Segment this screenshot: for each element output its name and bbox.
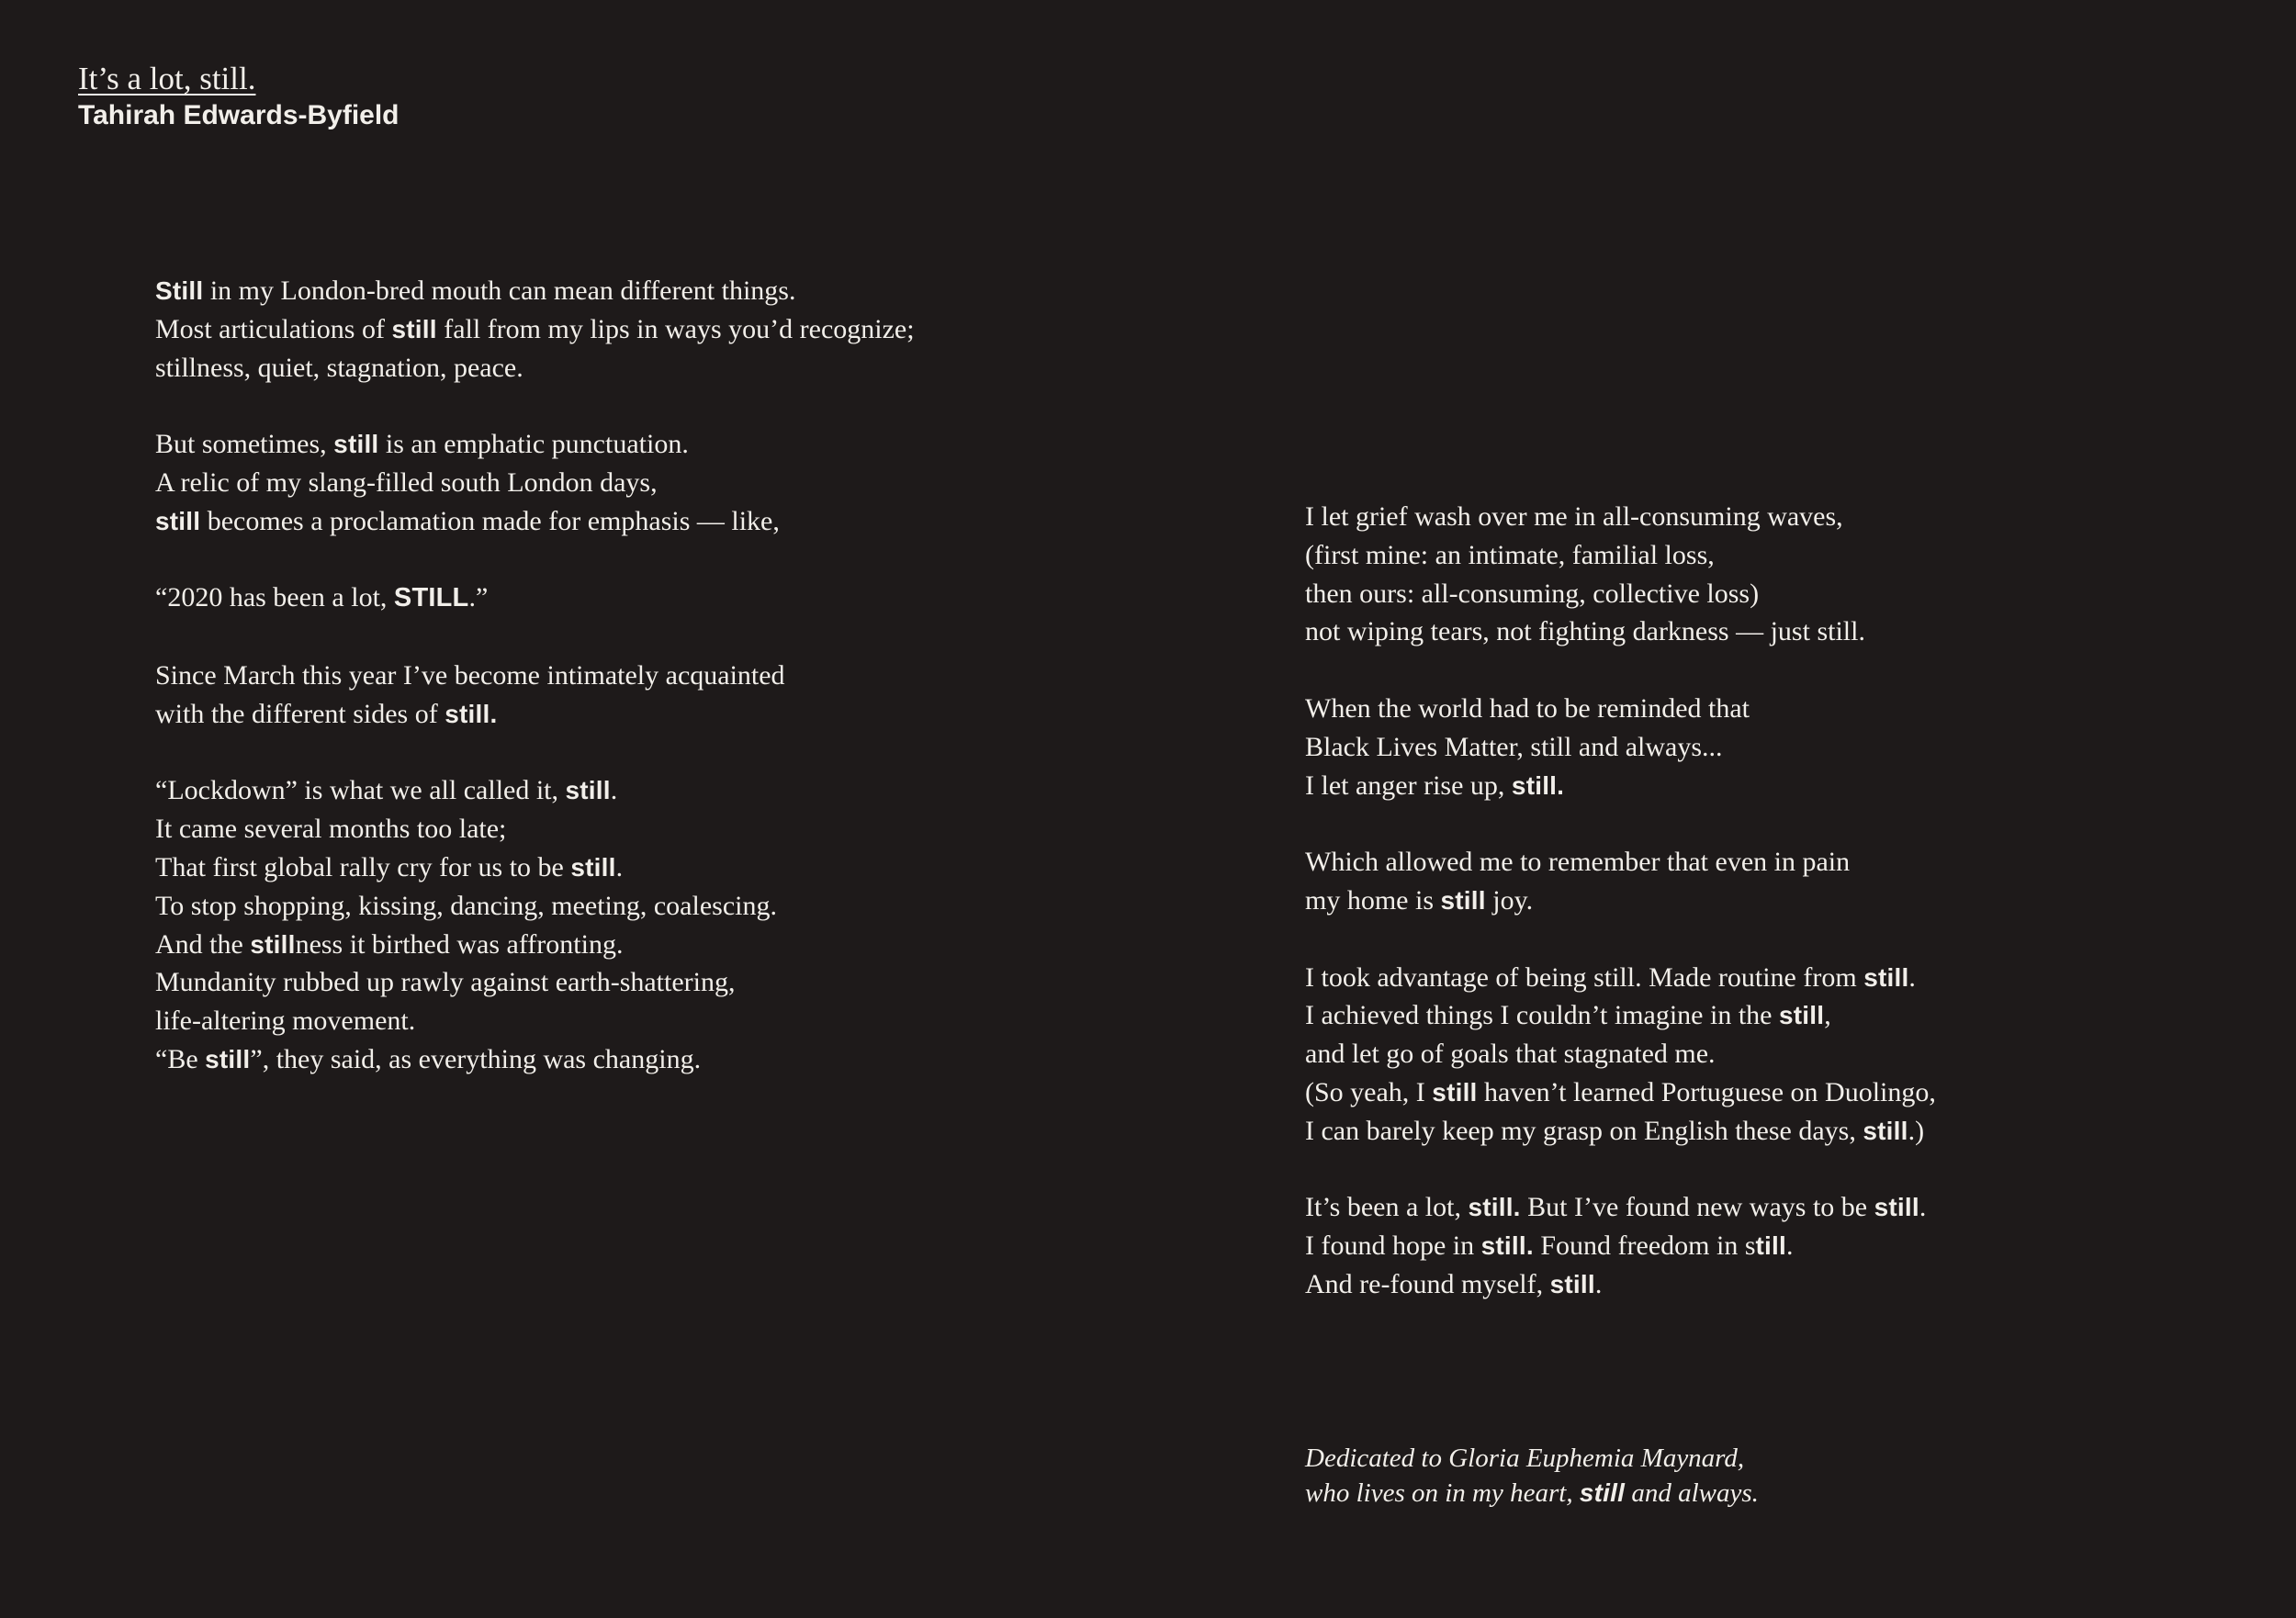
emphasis-still: still [1874,1193,1919,1222]
poem-line: I let anger rise up, still. [1305,770,1565,801]
poem-line: still becomes a proclamation made for emphasis — like, [155,505,780,536]
poem-line: “Be still”, they said, as everything was changing. [155,1043,702,1074]
emphasis-still: still [570,852,616,882]
emphasis-still: still. [1511,770,1565,800]
emphasis-still: still [1579,1478,1626,1507]
stanza [1305,959,2132,1151]
poem-line: I can barely keep my grasp on English these days, still.) [1305,1115,1925,1146]
stanza [1305,498,2132,651]
poem-line: then ours: all-consuming, collective loss) [1305,578,1760,609]
poem-line: life-altering movement. [155,1006,416,1037]
emphasis-still: still [250,929,296,959]
poem-line: stillness, quiet, stagnation, peace. [155,352,523,383]
poem-line: Since March this year I’ve become intimately acquainted [155,659,785,691]
author-name: Tahirah Edwards-Byfield [78,100,400,130]
poem-line: Mundanity rubbed up rawly against earth-shattering, [155,967,736,998]
poem-line: Still in my London-bred mouth can mean different things. [155,275,796,306]
emphasis-still: till [1755,1231,1786,1261]
poem-line: not wiping tears, not fighting darkness — just still. [1305,616,1865,647]
emphasis-still: still [1440,885,1486,915]
poem-line: Which allowed me to remember that even in pain [1305,847,1851,878]
poem-line: with the different sides of still. [155,698,498,729]
emphasis-still: still [1432,1077,1478,1107]
dedication [1305,1442,1759,1511]
poem-line: That first global rally cry for us to be still. [155,851,624,882]
poem-line: And re-found myself, still. [1305,1268,1603,1299]
stanza [155,579,982,618]
poem-line: “2020 has been a lot, STILL.” [155,582,489,613]
poem-line: And the stillness it birthed was affronting. [155,928,624,960]
stanza [1305,690,2132,804]
poem-line: Most articulations of still fall from my lips in ways you’d recognize; [155,313,915,344]
poem-right-column [1305,498,2132,1343]
emphasis-still: still [1863,1116,1908,1145]
poem-line: A relic of my slang-filled south London days, [155,466,658,498]
poem-line: “Lockdown” is what we all called it, still. [155,775,618,806]
poem-line: Dedicated to Gloria Euphemia Maynard, [1305,1444,1745,1473]
poem-line: I found hope in still. Found freedom in still. [1305,1230,1794,1262]
poem-line: I let grief wash over me in all-consuming waves, [1305,501,1843,532]
poem-line: It came several months too late; [155,814,507,845]
poem-line: who lives on in my heart, still and always. [1305,1478,1759,1508]
emphasis-still: still. [1468,1193,1521,1222]
emphasis-still: still. [445,699,498,728]
poem-line: When the world had to be reminded that [1305,692,1750,724]
poem-line: (So yeah, I still haven’t learned Portuguese on Duolingo, [1305,1076,1936,1107]
emphasis-still: still [1863,962,1909,992]
stanza [1305,1188,2132,1303]
emphasis-still: STILL [393,583,469,613]
poem-line: Black Lives Matter, still and always... [1305,731,1723,762]
poem-line: I took advantage of being still. Made routine from still. [1305,961,1916,993]
poem-line: But sometimes, still is an emphatic punctuation. [155,429,689,460]
emphasis-still: still [333,430,379,459]
stanza [155,425,982,540]
emphasis-still: still [205,1044,251,1073]
stanza [1305,843,2132,920]
emphasis-still: still [1778,1001,1825,1030]
poem-line: and let go of goals that stagnated me. [1305,1039,1716,1070]
emphasis-still: still [155,506,201,535]
poem-line: To stop shopping, kissing, dancing, meeting, coalescing. [155,890,777,921]
poem-line: (first mine: an intimate, familial loss, [1305,539,1715,570]
poem-left-column [155,272,982,1118]
poem-line: I achieved things I couldn’t imagine in the still, [1305,1000,1831,1031]
emphasis-still: still [391,314,437,343]
stanza [155,657,982,734]
stanza [155,771,982,1078]
emphasis-still: Still [155,276,204,305]
poem-line: It’s been a lot, still. But I’ve found new ways to be still. [1305,1192,1927,1223]
emphasis-still: still. [1480,1231,1534,1261]
emphasis-still: still [565,776,611,805]
stanza [155,272,982,387]
poem-title: It’s a lot, still. [78,61,256,96]
emphasis-still: still [1549,1269,1595,1298]
poem-line: my home is still joy. [1305,884,1534,916]
